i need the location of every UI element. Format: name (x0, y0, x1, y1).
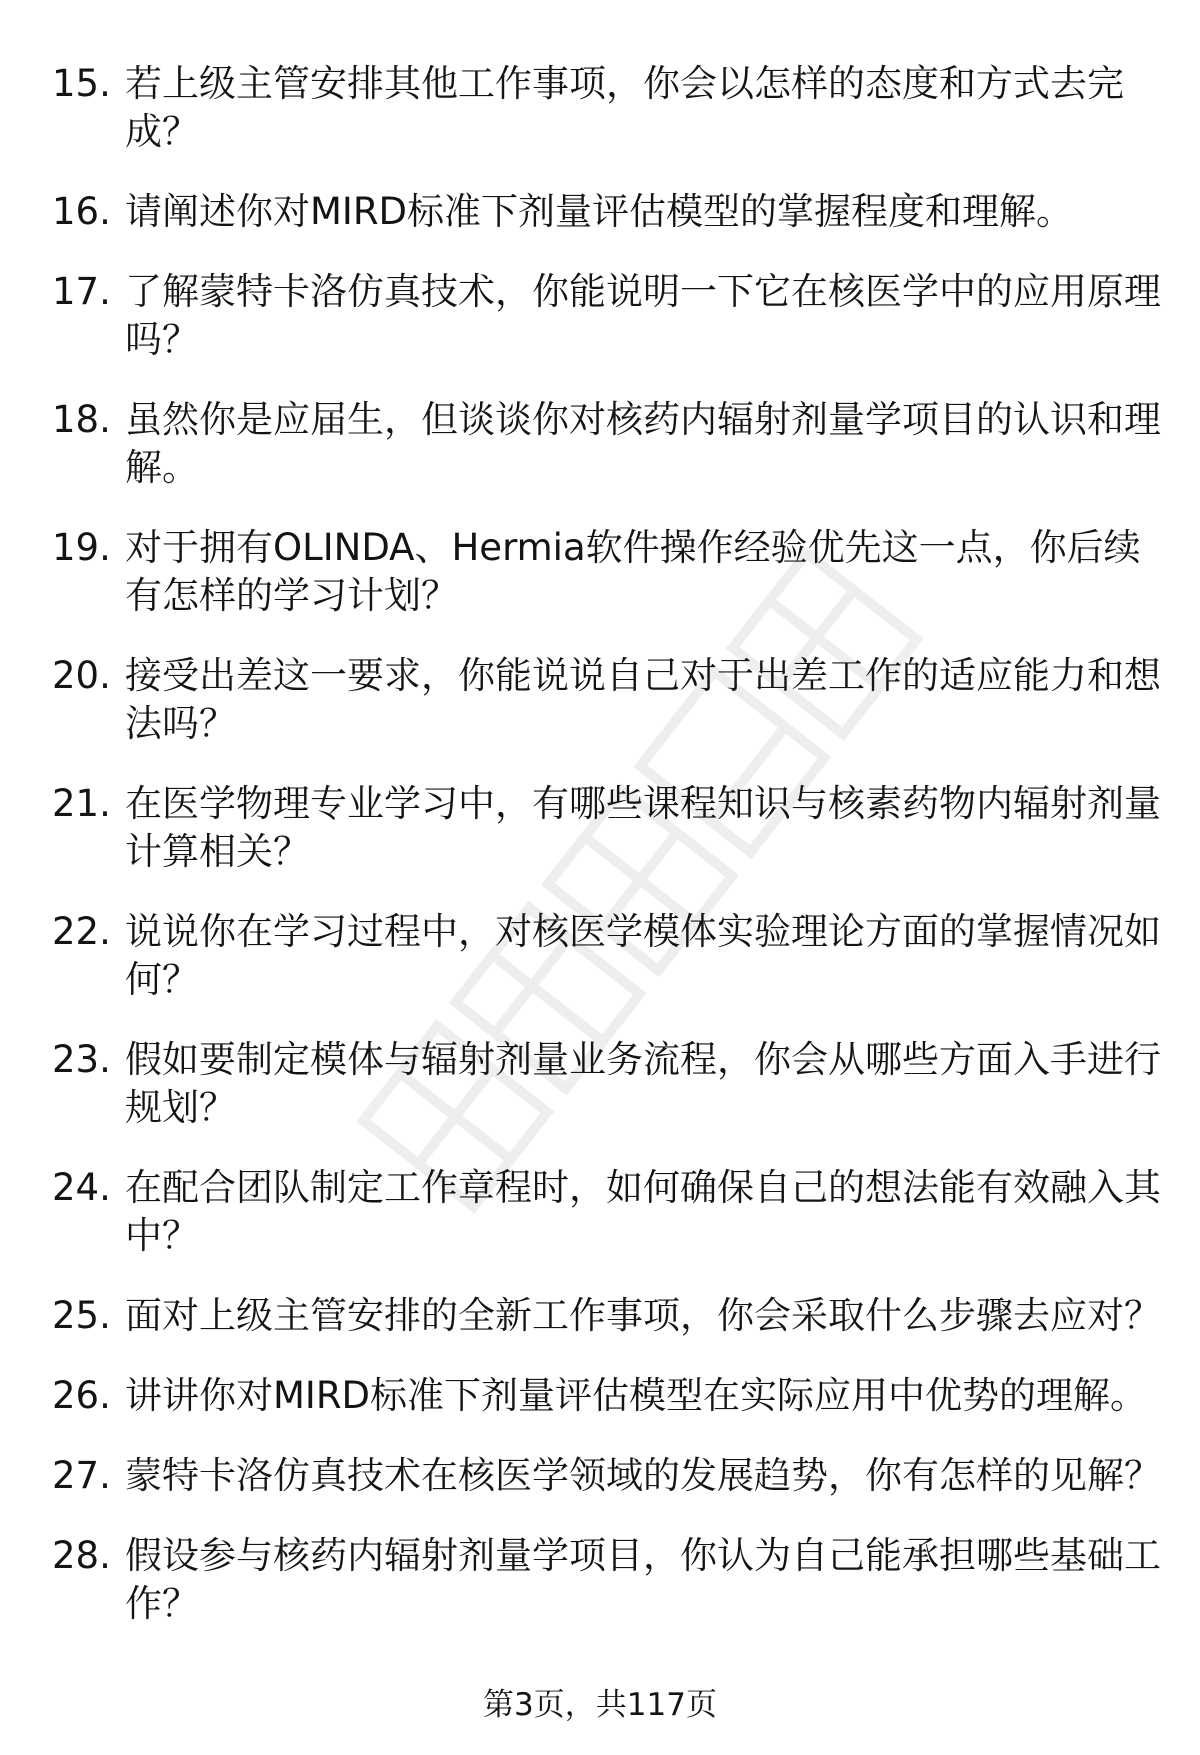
list-item (52, 780, 1162, 876)
question-number: 16. (52, 190, 111, 233)
question-number: 19. (52, 526, 111, 569)
question-text: 对于拥有OLINDA、Hermia软件操作经验优先这一点，你后续有怎样的学习计划？ (125, 526, 1141, 617)
question-text: 请阐述你对MIRD标准下剂量评估模型的掌握程度和理解。 (125, 190, 1074, 233)
list-item (52, 1292, 1162, 1340)
question-text: 接受出差这一要求，你能说说自己对于出差工作的适应能力和想法吗？ (125, 654, 1161, 745)
question-text: 虽然你是应届生，但谈谈你对核药内辐射剂量学项目的认识和理解。 (125, 398, 1161, 489)
question-number: 15. (52, 62, 111, 105)
question-number: 23. (52, 1038, 111, 1081)
question-number: 26. (52, 1374, 111, 1417)
list-item (52, 652, 1162, 748)
question-text: 面对上级主管安排的全新工作事项，你会采取什么步骤去应对？ (125, 1294, 1161, 1337)
page-number-label: 第3页，共117页 (483, 1687, 717, 1723)
question-number: 17. (52, 270, 111, 313)
question-number: 25. (52, 1294, 111, 1337)
list-item (52, 60, 1162, 156)
list-item (52, 188, 1162, 236)
question-text: 讲讲你对MIRD标准下剂量评估模型在实际应用中优势的理解。 (125, 1374, 1148, 1417)
question-text: 假设参与核药内辐射剂量学项目，你认为自己能承担哪些基础工作？ (125, 1534, 1161, 1625)
question-number: 28. (52, 1534, 111, 1577)
question-number: 20. (52, 654, 111, 697)
page-footer (0, 1685, 1200, 1725)
question-number: 27. (52, 1454, 111, 1497)
question-text: 蒙特卡洛仿真技术在核医学领域的发展趋势，你有怎样的见解？ (125, 1454, 1161, 1497)
question-text: 了解蒙特卡洛仿真技术，你能说明一下它在核医学中的应用原理吗？ (125, 270, 1161, 361)
question-text: 说说你在学习过程中，对核医学模体实验理论方面的掌握情况如何？ (125, 910, 1161, 1001)
list-item (52, 1452, 1162, 1500)
question-text: 在医学物理专业学习中，有哪些课程知识与核素药物内辐射剂量计算相关？ (125, 782, 1161, 873)
list-item (52, 1532, 1162, 1628)
question-number: 24. (52, 1166, 111, 1209)
question-number: 22. (52, 910, 111, 953)
question-text: 若上级主管安排其他工作事项，你会以怎样的态度和方式去完成？ (125, 62, 1124, 153)
list-item (52, 908, 1162, 1004)
question-number: 21. (52, 782, 111, 825)
list-item (52, 1164, 1162, 1260)
question-text: 在配合团队制定工作章程时，如何确保自己的想法能有效融入其中？ (125, 1166, 1161, 1257)
question-number: 18. (52, 398, 111, 441)
list-item (52, 1036, 1162, 1132)
question-list (52, 60, 1162, 1660)
question-text: 假如要制定模体与辐射剂量业务流程，你会从哪些方面入手进行规划？ (125, 1038, 1161, 1129)
list-item (52, 268, 1162, 364)
list-item (52, 524, 1162, 620)
list-item (52, 1372, 1162, 1420)
list-item (52, 396, 1162, 492)
